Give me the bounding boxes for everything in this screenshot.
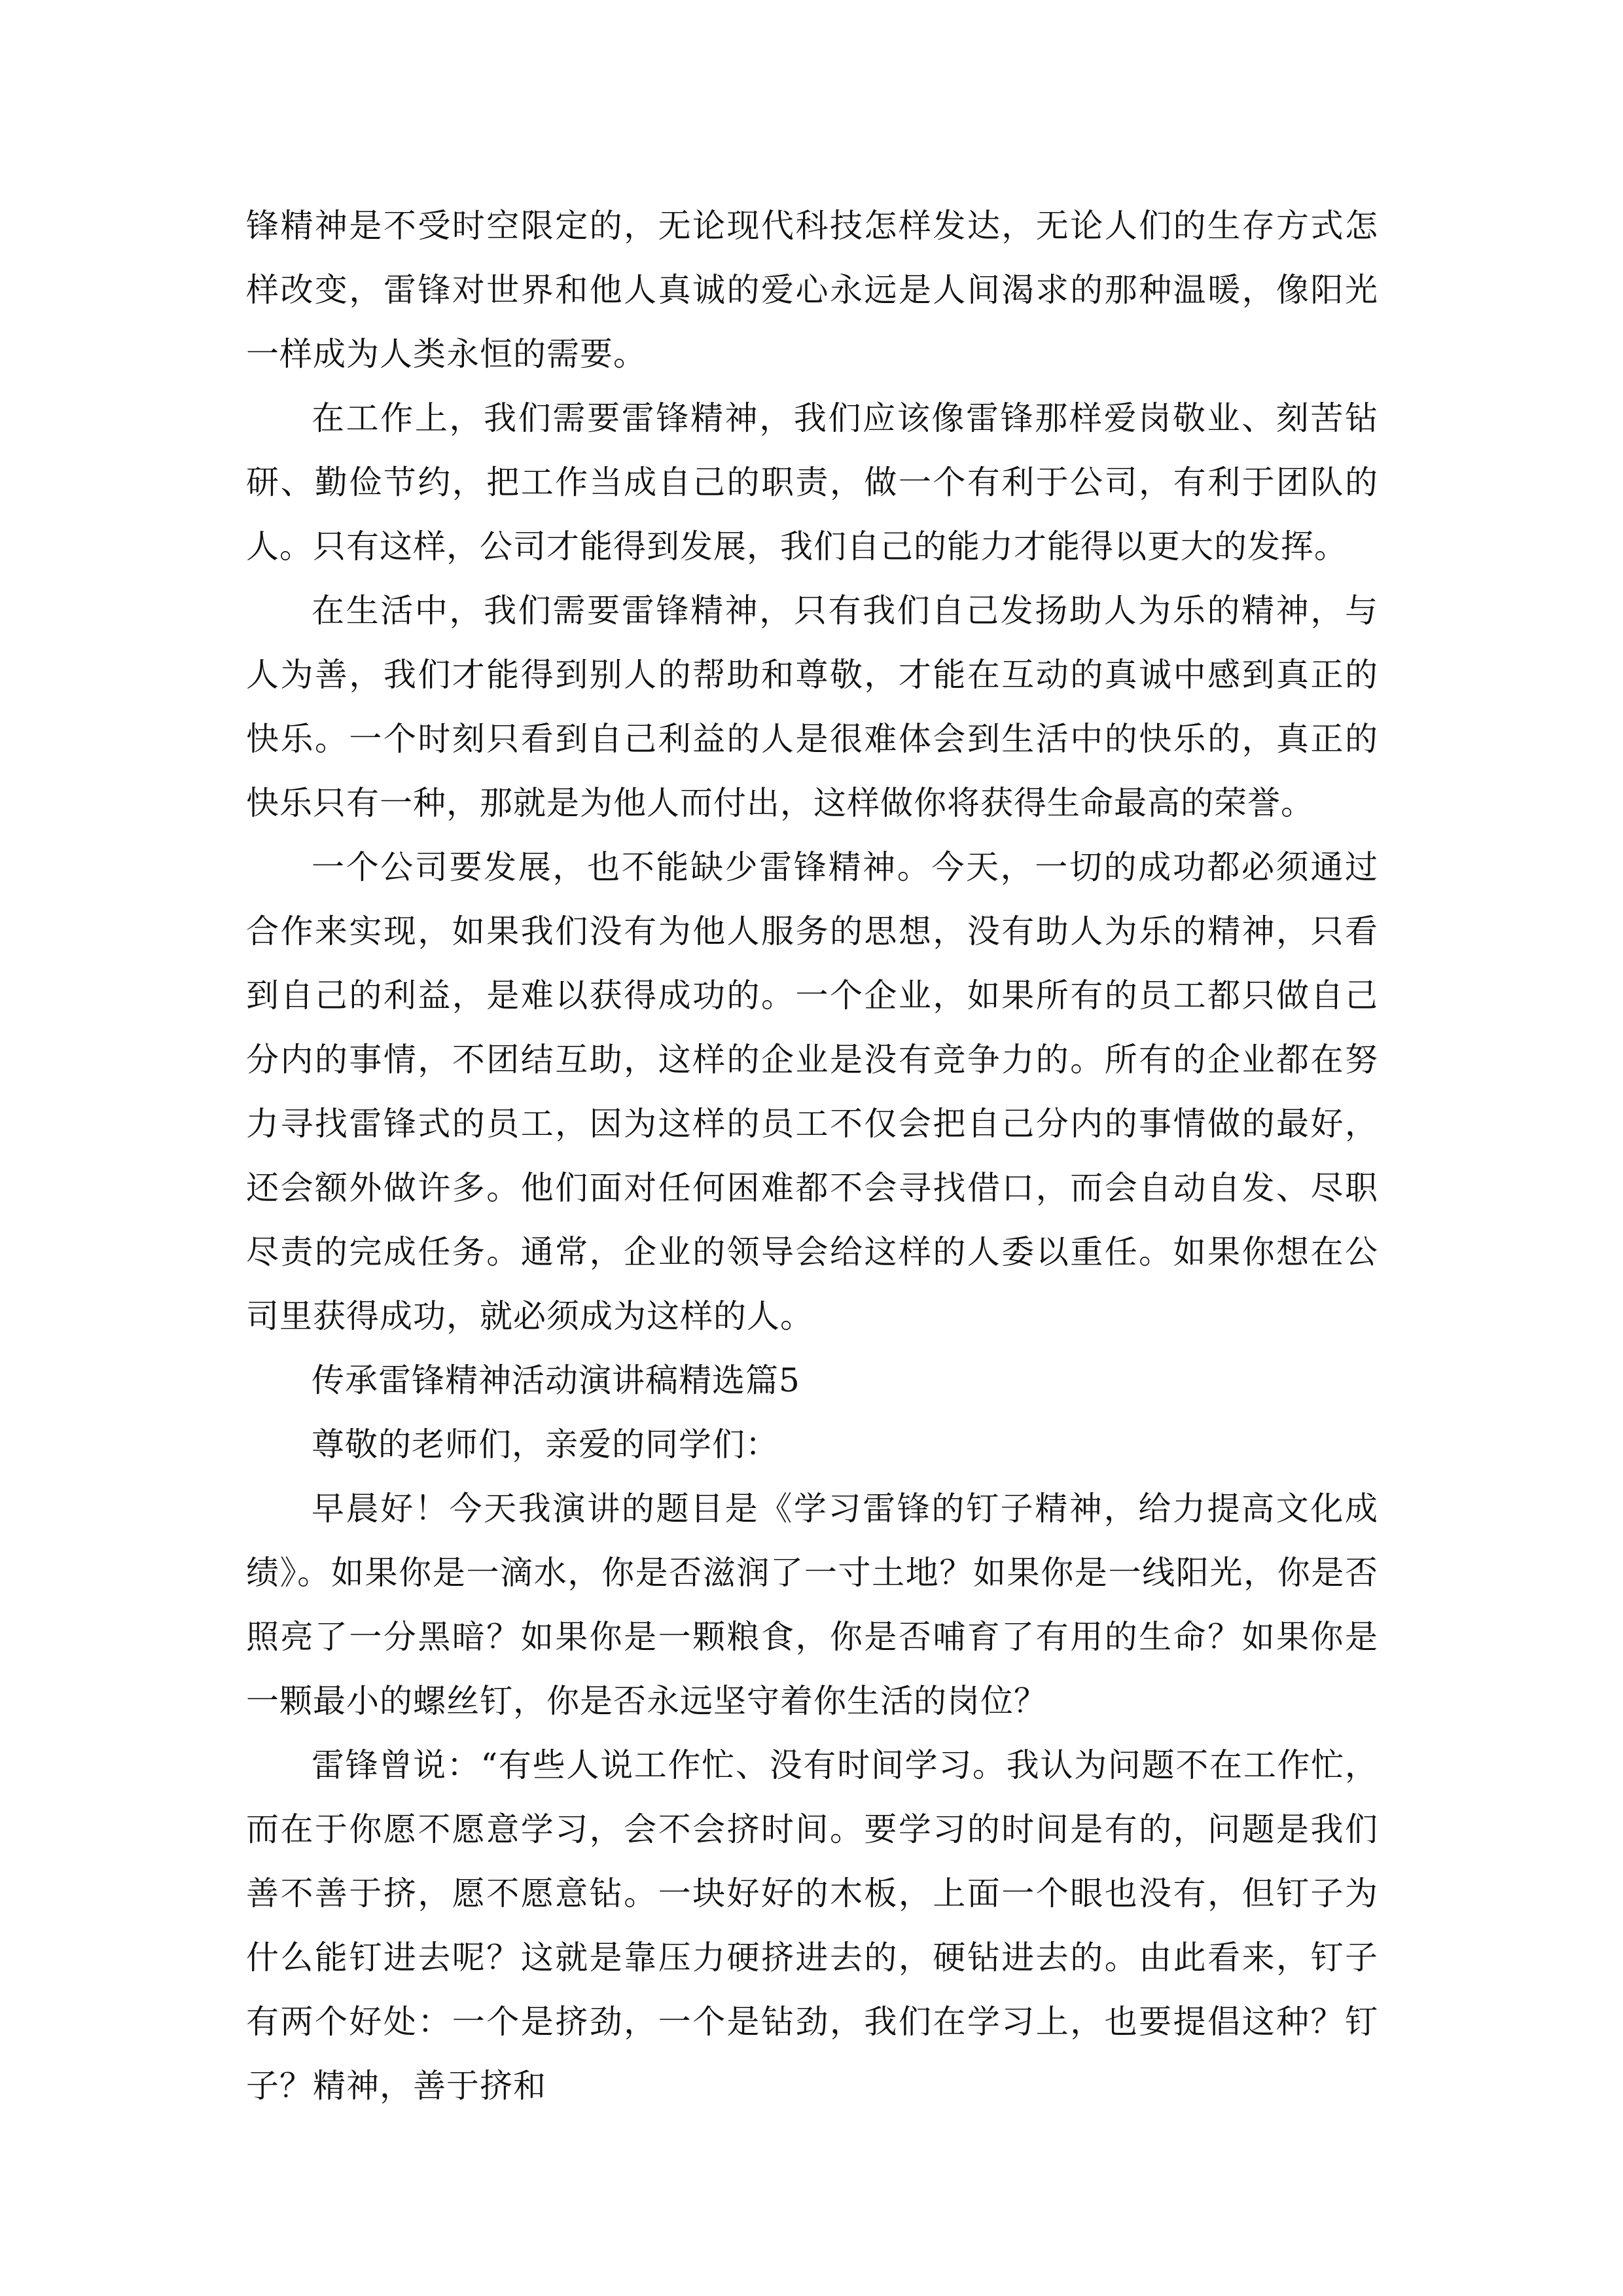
paragraph-4: 一个公司要发展，也不能缺少雷锋精神。今天，一切的成功都必须通过合作来实现，如果我们没有为他人服务的思想，没有助人为乐的精神，只看到自己的利益，是难以获得成功的。一个企业，如果所有的员工都只做自己分内的事情，不团结互助，这样的企业是没有竞争力的。所有的企业都在努力寻找雷锋式的员工，因为这样的员工不仅会把自己分内的事情做的最好，还会额外做许多。他们面对任何困难都不会寻找借口，而会自动自发、尽职尽责的完成任务。通常，企业的领导会给这样的人委以重任。如果你想在公司里获得成功，就必须成为这样的人。 [246,848,1378,1335]
paragraph-2: 在工作上，我们需要雷锋精神，我们应该像雷锋那样爱岗敬业、刻苦钻研、勤俭节约，把工作当成自己的职责，做一个有利于公司，有利于团队的人。只有这样，公司才能得到发展，我们自己的能力才能得以更大的发挥。 [246,399,1378,565]
section-heading: 传承雷锋精神活动演讲稿精选篇5 [312,1361,800,1399]
salutation: 尊敬的老师们，亲爱的同学们： [312,1426,779,1463]
paragraph-3: 在生活中，我们需要雷锋精神，只有我们自己发扬助人为乐的精神，与人为善，我们才能得到别人的帮助和尊敬，才能在互动的真诚中感到真正的快乐。一个时刻只看到自己利益的人是很难体会到生活中的快乐的，真正的快乐只有一种，那就是为他人而付出，这样做你将获得生命最高的荣誉。 [246,592,1378,822]
paragraph-1: 锋精神是不受时空限定的，无论现代科技怎样发达，无论人们的生存方式怎样改变，雷锋对世界和他人真诚的爱心永远是人间渴求的那种温暖，像阳光一样成为人类永恒的需要。 [246,207,1378,373]
document-body [246,194,1378,2118]
paragraph-5: 早晨好！今天我演讲的题目是《学习雷锋的钉子精神，给力提高文化成绩》。如果你是一滴水，你是否滋润了一寸土地？如果你是一线阳光，你是否照亮了一分黑暗？如果你是一颗粮食，你是否哺育了有用的生命？如果你是一颗最小的螺丝钉，你是否永远坚守着你生活的岗位？ [246,1490,1378,1720]
paragraph-6: 雷锋曾说：“有些人说工作忙、没有时间学习。我认为问题不在工作忙，而在于你愿不愿意学习，会不会挤时间。要学习的时间是有的，问题是我们善不善于挤，愿不愿意钻。一块好好的木板，上面一个眼也没有，但钉子为什么能钉进去呢？这就是靠压力硬挤进去的，硬钻进去的。由此看来，钉子有两个好处：一个是挤劲，一个是钻劲，我们在学习上，也要提倡这种？钉子？精神，善于挤和 [246,1746,1378,2105]
